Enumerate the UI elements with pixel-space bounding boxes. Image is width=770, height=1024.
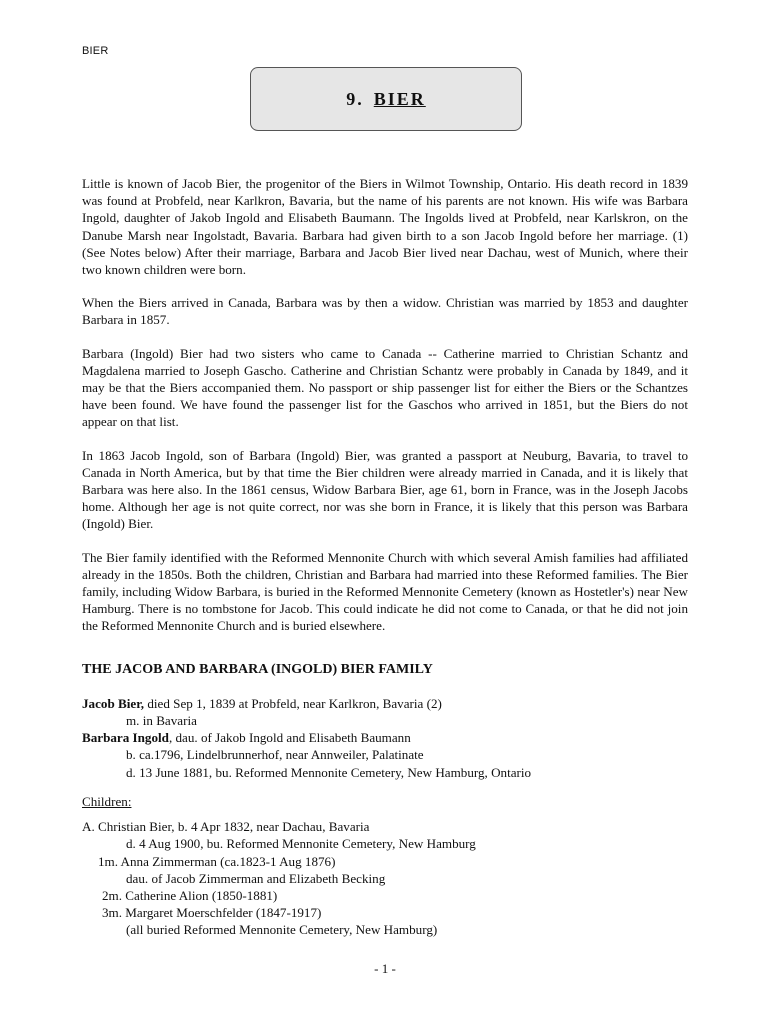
child-a-marriage-3: 3m. Margaret Moerschfelder (1847-1917) — [102, 905, 322, 921]
paragraph-sisters: Barbara (Ingold) Bier had two sisters who came to Canada -- Catherine married to Christian Schantz and Magdalena married to Joseph Gascho. Catherine and Christian Schantz were probably in Canada by 1849, and it may be that the Biers accompanied them. No passport or ship passenger list for either the Biers or the Schantzes have been found. We have found the passenger list for the Gaschos who arrived in 1851, but the Biers do not appear on that list. — [82, 345, 688, 430]
child-a-marriage-1: 1m. Anna Zimmerman (ca.1823-1 Aug 1876) — [98, 853, 336, 869]
mother-details: , dau. of Jakob Ingold and Elisabeth Baumann — [168, 730, 411, 746]
running-header: BIER — [82, 45, 109, 57]
child-a-marriage-2: 2m. Catherine Alion (1850-1881) — [102, 887, 278, 903]
family-record — [82, 695, 688, 939]
child-a-burial: (all buried Reformed Mennonite Cemetery, New Hamburg) — [126, 922, 438, 938]
paragraph-arrival: When the Biers arrived in Canada, Barbara was by then a widow. Christian was married by 1853 and daughter Barbara in 1857. — [82, 295, 688, 328]
chapter-title: BIER — [373, 88, 426, 109]
document-body — [82, 175, 688, 939]
father-name: Jacob Bier, — [82, 695, 145, 711]
paragraph-passport: In 1863 Jacob Ingold, son of Barbara (Ingold) Bier, was granted a passport at Neuburg, Bavaria, to travel to Canada in North America, but by that time the Bier children were already married in Canada, and it is likely that Barbara was here also. In the 1861 census, Widow Barbara Bier, age 61, born in France, was in the Joseph Jacobs home. Although her age is not quite correct, nor was she born in France, it is likely that this person was Barbara (Ingold) Bier. — [82, 447, 688, 532]
child-a-entry: A. Christian Bier, b. 4 Apr 1832, near Dachau, Bavaria — [82, 819, 370, 835]
father-marriage: m. in Bavaria — [126, 713, 197, 729]
paragraph-church: The Bier family identified with the Reformed Mennonite Church with which several Amish families had affiliated already in the 1850s. Both the children, Christian and Barbara had married into these Reformed families. The Bier family, including Widow Barbara, is buried in the Reformed Mennonite Cemetery (known as Hostetler's) near New Hamburg. There is no tombstone for Jacob. This could indicate he did not come to Canada, or that he did not join the Reformed Mennonite Church and is buried elsewhere. — [82, 549, 688, 634]
page-number: - 1 - — [374, 961, 396, 976]
chapter-title-box — [250, 67, 522, 131]
mother-died: d. 13 June 1881, bu. Reformed Mennonite Cemetery, New Hamburg, Ontario — [126, 764, 532, 780]
family-heading: THE JACOB AND BARBARA (INGOLD) BIER FAMILY — [82, 661, 433, 677]
child-a-died: d. 4 Aug 1900, bu. Reformed Mennonite Cemetery, New Hamburg — [126, 836, 476, 852]
spacer — [82, 781, 688, 793]
mother-born: b. ca.1796, Lindelbrunnerhof, near Annweiler, Palatinate — [126, 747, 424, 763]
father-entry — [82, 695, 688, 712]
mother-entry — [82, 729, 688, 746]
children-heading: Children: — [82, 793, 132, 809]
child-a-marriage-1-parents: dau. of Jacob Zimmerman and Elizabeth Becking — [126, 870, 386, 886]
paragraph-intro: Little is known of Jacob Bier, the progenitor of the Biers in Wilmot Township, Ontario. His death record in 1839 was found at Probfeld, near Karlkron, Bavaria, but the name of his parents are not known. His wife was Barbara Ingold, daughter of Jakob Ingold and Elisabeth Baumann. The Ingolds lived at Probfeld, near Karlskron, on the Danube Marsh near Ingolstadt, Bavaria. Barbara had given birth to a son Jacob Ingold before her marriage. (1) (See Notes below) After their marriage, Barbara and Jacob Bier lived near Dachau, west of Munich, where their two known children were born. — [82, 176, 688, 278]
chapter-number: 9. — [346, 88, 364, 109]
spacer — [82, 810, 688, 818]
father-details: died Sep 1, 1839 at Probfeld, near Karlkron, Bavaria (2) — [144, 695, 442, 711]
mother-name: Barbara Ingold — [82, 730, 169, 746]
